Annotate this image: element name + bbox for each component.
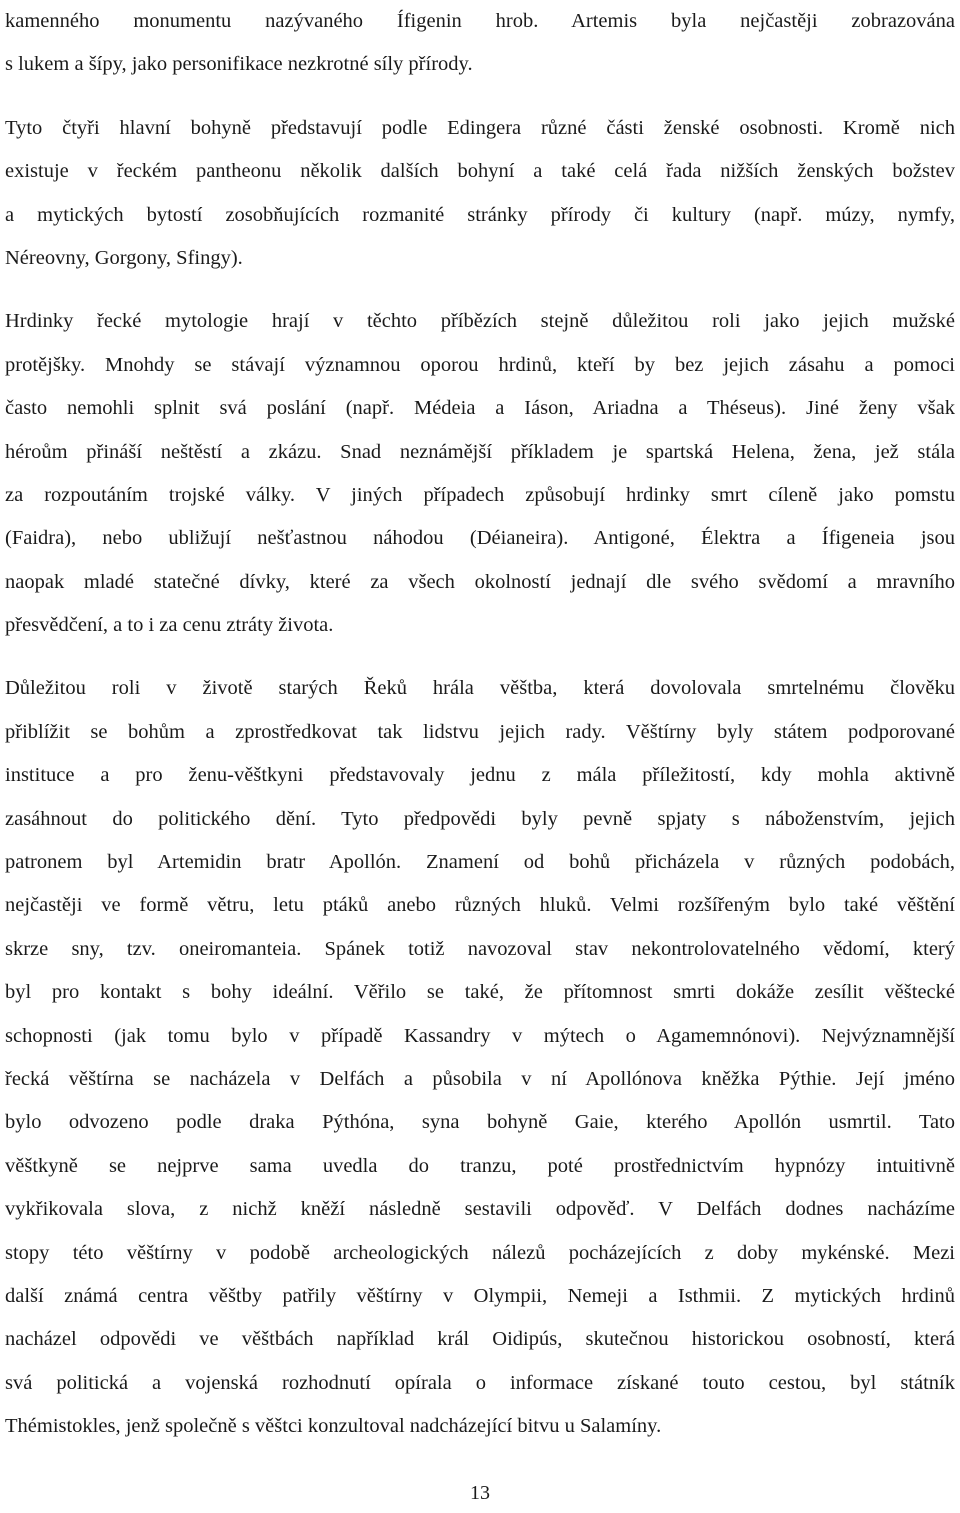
paragraph-gap bbox=[5, 280, 955, 300]
text-line: další známá centra věštby patřily věštírny v Olympii, Nemeji a Isthmii. Z mytických hrdinů bbox=[5, 1284, 955, 1307]
page-number: 13 bbox=[470, 1482, 490, 1504]
text-line: protějšky. Mnohdy se stávají významnou oporou hrdinů, kteří by bez jejich zásahu a pomoci bbox=[5, 353, 955, 376]
paragraph-gap bbox=[5, 647, 955, 667]
body-text bbox=[5, 0, 955, 1449]
text-line: zasáhnout do politického dění. Tyto předpovědi byly pevně spjaty s náboženstvím, jejich bbox=[5, 807, 955, 830]
text-line: přesvědčení, a to i za cenu ztráty života. bbox=[5, 614, 334, 637]
text-line: Hrdinky řecké mytologie hrají v těchto příbězích stejně důležitou roli jako jejich mužské bbox=[5, 310, 955, 333]
paragraph bbox=[5, 667, 955, 1448]
text-line: přiblížit se bohům a zprostředkovat tak lidstvu jejich rady. Věštírny byly státem podporované bbox=[5, 720, 955, 743]
paragraph bbox=[5, 107, 955, 281]
text-line: řecká věštírna se nacházela v Delfách a působila v ní Apollónova kněžka Pýthie. Její jméno bbox=[5, 1067, 955, 1090]
text-line: byl pro kontakt s bohy ideální. Věřilo se také, že přítomnost smrti dokáže zesílit věštecké bbox=[5, 981, 955, 1004]
text-line: stopy této věštírny v podobě archeologických nálezů pocházejících z doby mykénské. Mezi bbox=[5, 1241, 955, 1264]
text-line: schopnosti (jak tomu bylo v případě Kassandry v mýtech o Agamemnónovi). Nejvýznamnější bbox=[5, 1024, 955, 1047]
text-line: (Faidra), nebo ubližují nešťastnou náhodou (Déianeira). Antigoné, Élektra a Ífigeneia jsou bbox=[5, 527, 955, 550]
paragraph bbox=[5, 300, 955, 647]
text-line: skrze sny, tzv. oneiromanteia. Spánek totiž navozoval stav nekontrolovatelného vědomí, který bbox=[5, 937, 955, 960]
text-line: vykřikovala slova, z nichž kněží následně sestavili odpověď. V Delfách dodnes nacházíme bbox=[5, 1198, 955, 1221]
text-line: s lukem a šípy, jako personifikace nezkrotné síly přírody. bbox=[5, 53, 473, 76]
text-line: často nemohli splnit svá poslání (např. Médeia a Iáson, Ariadna a Théseus). Jiné ženy však bbox=[5, 397, 955, 420]
text-line: a mytických bytostí zosobňujících rozmanité stránky přírody či kultury (např. múzy, nymfy, bbox=[5, 203, 955, 226]
text-line: věštkyně se nejprve sama uvedla do tranzu, poté prostřednictvím hypnózy intuitivně bbox=[5, 1154, 955, 1177]
paragraph bbox=[5, 0, 955, 87]
text-line: patronem byl Artemidin bratr Apollón. Znamení od bohů přicházela v různých podobách, bbox=[5, 851, 955, 874]
text-line: Néreovny, Gorgony, Sfingy). bbox=[5, 246, 243, 269]
text-line: svá politická a vojenská rozhodnutí opírala o informace získané touto cestou, byl státník bbox=[5, 1371, 955, 1394]
text-line: naopak mladé statečné dívky, které za všech okolností jednají dle svého svědomí a mravního bbox=[5, 570, 955, 593]
text-line: nejčastěji ve formě větru, letu ptáků anebo různých hluků. Velmi rozšířeným bylo také věštění bbox=[5, 894, 955, 917]
text-line: kamenného monumentu nazývaného Ífigenin hrob. Artemis byla nejčastěji zobrazována bbox=[5, 10, 955, 32]
text-line: instituce a pro ženu-věštkyni představovaly jednu z mála příležitostí, kdy mohla aktivně bbox=[5, 764, 955, 787]
text-line: Thémistokles, jenž společně s věštci konzultoval nadcházející bitvu u Salamíny. bbox=[5, 1415, 662, 1438]
text-line: existuje v řeckém pantheonu několik dalších bohyní a také celá řada nižších ženských božstev bbox=[5, 160, 955, 183]
paragraph-gap bbox=[5, 87, 955, 107]
text-line: bylo odvozeno podle draka Pýthóna, syna bohyně Gaie, kterého Apollón usmrtil. Tato bbox=[5, 1111, 955, 1134]
text-line: Tyto čtyři hlavní bohyně představují podle Edingera různé části ženské osobnosti. Kromě nich bbox=[5, 116, 955, 139]
text-line: nacházel odpovědi ve věštbách například král Oidipús, skutečnou historickou osobností, která bbox=[5, 1328, 955, 1351]
text-line: za rozpoutáním trojské války. V jiných případech způsobují hrdinky smrt cíleně jako pomstu bbox=[5, 483, 955, 506]
text-line: Důležitou roli v životě starých Řeků hrála věštba, která dovolovala smrtelnému člověku bbox=[5, 677, 955, 700]
text-line: héroům přináší neštěstí a zkázu. Snad neznámější příkladem je spartská Helena, žena, jež stála bbox=[5, 440, 955, 463]
